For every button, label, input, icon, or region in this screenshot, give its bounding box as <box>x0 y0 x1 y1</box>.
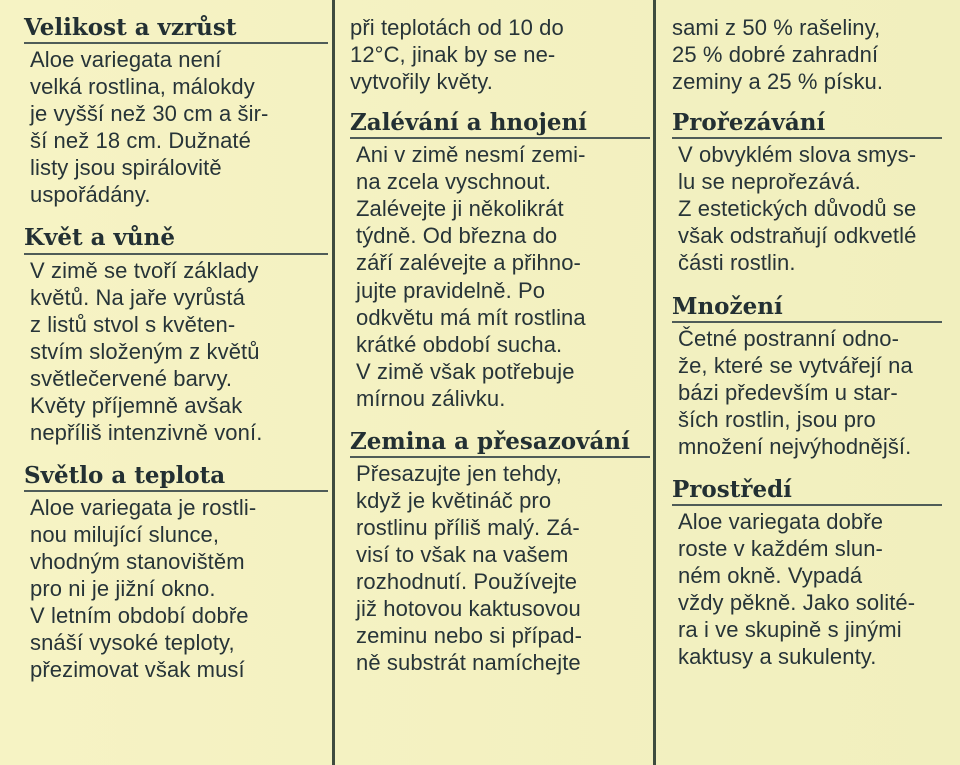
section-text: Aloe variegata je rostli- nou milující slunce, vhodným stanovištěm pro ni je jižní okno. V letním období dobře snáší vysoké teploty, přezimovat však musí <box>30 494 257 683</box>
section-zemina-a-presazovani <box>350 428 650 677</box>
section-kvet-a-vune <box>24 224 328 445</box>
section-heading: Prořezávání <box>672 109 942 139</box>
section-text: Četné postranní odno- že, které se vytvářejí na bázi především u star- ších rostlin, jsou pro množení nejvýhodnější. <box>678 325 913 459</box>
section-heading: Velikost a vzrůst <box>24 14 328 44</box>
section-text: Ani v zimě nesmí zemi- na zcela vyschnout. Zalévejte ji několikrát týdně. Od března do září zalévejte a přihno- jujte pravidelně. Po odkvětu má mít rostlina krátké období sucha. V zimě však potřebuje mírnou zálivku. <box>356 142 586 411</box>
section-heading: Zemina a přesazování <box>350 428 650 458</box>
column-3 <box>672 0 942 765</box>
column-1 <box>24 0 328 765</box>
section-heading: Zalévání a hnojení <box>350 109 650 139</box>
section-text: Aloe variegata dobře roste v každém slun- ném okně. Vypadá vždy pěkně. Jako solité- ra i ve skupině s jinými kaktusy a sukulenty. <box>678 508 916 670</box>
continued-text: sami z 50 % rašeliny, 25 % dobré zahradní zeminy a 25 % písku. <box>672 15 884 95</box>
section-text: V obvyklém slova smys- lu se neprořezává. Z estetických důvodů se však odstraňují odkvetlé části rostlin. <box>678 142 917 276</box>
section-mnozeni <box>672 293 942 460</box>
column-divider-1 <box>332 0 335 765</box>
section-zalevani-a-hnojeni <box>350 109 650 412</box>
column-divider-2 <box>653 0 656 765</box>
section-velikost-a-vzrust <box>24 14 328 208</box>
section-prostredi <box>672 476 942 670</box>
section-svetlo-a-teplota <box>24 462 328 683</box>
section-text: V zimě se tvoří základy květů. Na jaře vyrůstá z listů stvol s květen- stvím složeným z květů světlečervené barvy. Květy příjemně avšak nepříliš intenzivně voní. <box>30 257 263 445</box>
section-heading: Prostředí <box>672 476 942 506</box>
column-2 <box>350 0 650 765</box>
section-heading: Květ a vůně <box>24 224 328 254</box>
section-heading: Množení <box>672 293 942 323</box>
continued-text: při teplotách od 10 do 12°C, jinak by se ne- vytvořily květy. <box>350 15 564 95</box>
section-heading: Světlo a teplota <box>24 462 328 492</box>
section-text: Přesazujte jen tehdy, když je květináč pro rostlinu příliš malý. Zá- visí to však na vašem rozhodnutí. Používejte již hotovou kaktusovou zeminu nebo si případ- ně substrát namíchejte <box>356 460 582 676</box>
section-text: Aloe variegata není velká rostlina, málokdy je vyšší než 30 cm a šir- ší než 18 cm. Dužnaté listy jsou spirálovitě uspořádány. <box>30 47 269 208</box>
section-prorezavani <box>672 109 942 276</box>
